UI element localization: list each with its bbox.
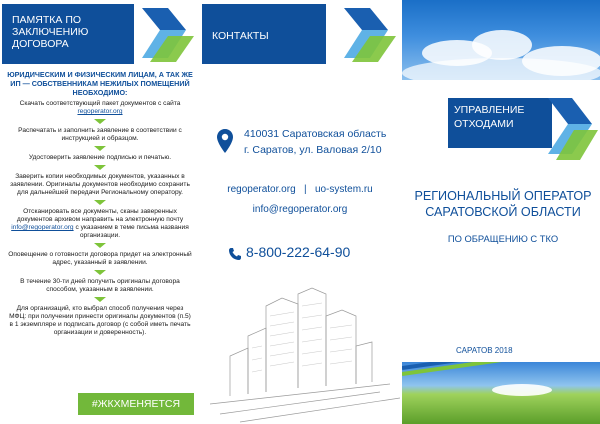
step-5-text-end: с указанием в теме письма названия организации.: [75, 224, 189, 239]
location-pin-icon: [216, 128, 234, 154]
company-logo-icon: [138, 6, 196, 64]
address-line-1: 410031 Саратовская область: [244, 128, 387, 140]
step-4: Заверить копии необходимых документов, указанных в заявлении. Оригиналы документов необходимо сохранить для дальнейшей передачи Региональному оператору.: [10, 173, 190, 196]
memo-intro: ЮРИДИЧЕСКИМ И ФИЗИЧЕСКИМ ЛИЦАМ, А ТАК ЖЕ ИП — СОБСТВЕННИКАМ НЕЖИЛЫХ ПОМЕЩЕНИЙ НЕОБХОДИМО:: [7, 70, 193, 97]
site-link-regoperator[interactable]: regoperator.org: [227, 184, 296, 195]
step-8: Для организаций, кто выбрал способ получения через МФЦ: при получении принести оригиналы документов (п.5) в 1 экземпляре и подписать договор (с собой иметь печать организации и доверенность).: [9, 305, 191, 336]
waste-management-label: [454, 103, 524, 131]
steps-list: [2, 100, 198, 337]
waste-management-line-1: УПРАВЛЕНИЕ: [454, 104, 525, 116]
memo-title: ПАМЯТКА ПО ЗАКЛЮЧЕНИЮ ДОГОВОРА: [12, 14, 89, 50]
panel-cover: [400, 0, 600, 424]
contacts-title: КОНТАКТЫ: [212, 30, 269, 42]
memo-title-box: [2, 4, 134, 64]
city-sketch-illustration: [200, 276, 400, 424]
email-link[interactable]: info@regoperator.org: [252, 204, 348, 215]
contacts-title-box: [202, 4, 326, 64]
company-logo-icon: [546, 96, 598, 160]
hashtag-banner: #ЖКХМЕНЯЕТСЯ: [78, 393, 194, 415]
waste-management-line-2: ОТХОДАМИ: [454, 118, 514, 130]
phone-number[interactable]: 8-800-222-64-90: [246, 244, 351, 260]
link-separator: |: [303, 184, 307, 195]
step-5: [2, 208, 198, 240]
operator-title-line-1: РЕГИОНАЛЬНЫЙ ОПЕРАТОР: [414, 189, 592, 203]
step-2: Распечатать и заполнить заявление в соответствии с инструкцией и образцом.: [18, 127, 182, 142]
operator-title: [406, 188, 600, 220]
sky-photo: [402, 0, 600, 80]
step-3: Удостоверить заявление подписью и печатью.: [28, 154, 172, 161]
step-arrow-icon: [94, 243, 106, 248]
step-1-link[interactable]: regoperator.org: [77, 108, 123, 115]
panel-contacts: [200, 0, 400, 424]
panel-memo: [0, 0, 200, 424]
step-arrow-icon: [94, 119, 106, 124]
waste-management-box: [448, 98, 552, 148]
address-block: [244, 126, 400, 158]
step-arrow-icon: [94, 146, 106, 151]
step-1-text: Скачать соответствующий пакет документов с сайта: [19, 100, 181, 107]
step-7: В течение 30-ти дней получить оригиналы договора способом, указанным в заявлении.: [20, 278, 180, 293]
step-5-email-link[interactable]: info@regoperator.org: [11, 224, 74, 231]
step-arrow-icon: [94, 270, 106, 275]
sites-row: [200, 180, 400, 200]
step-6: Оповещение о готовности договора придет на электронный адрес, указанный в заявлении.: [8, 251, 192, 266]
step-arrow-icon: [94, 165, 106, 170]
step-1: [2, 100, 198, 116]
step-5-text: Отсканировать все документы, сканы заверенных документов архивом направить на электронную почту: [16, 208, 184, 223]
field-photo: [402, 362, 600, 424]
operator-subtitle: ПО ОБРАЩЕНИЮ С ТКО: [447, 233, 559, 244]
step-arrow-icon: [94, 200, 106, 205]
operator-title-line-2: САРАТОВСКОЙ ОБЛАСТИ: [425, 205, 581, 219]
site-link-uo-system[interactable]: uo-system.ru: [314, 184, 373, 195]
step-arrow-icon: [94, 297, 106, 302]
phone-icon: [228, 247, 242, 261]
company-logo-icon: [340, 6, 398, 64]
contact-links: [200, 180, 400, 220]
address-line-2: г. Саратов, ул. Валовая 2/10: [244, 144, 382, 156]
city-year: САРАТОВ 2018: [456, 346, 513, 355]
